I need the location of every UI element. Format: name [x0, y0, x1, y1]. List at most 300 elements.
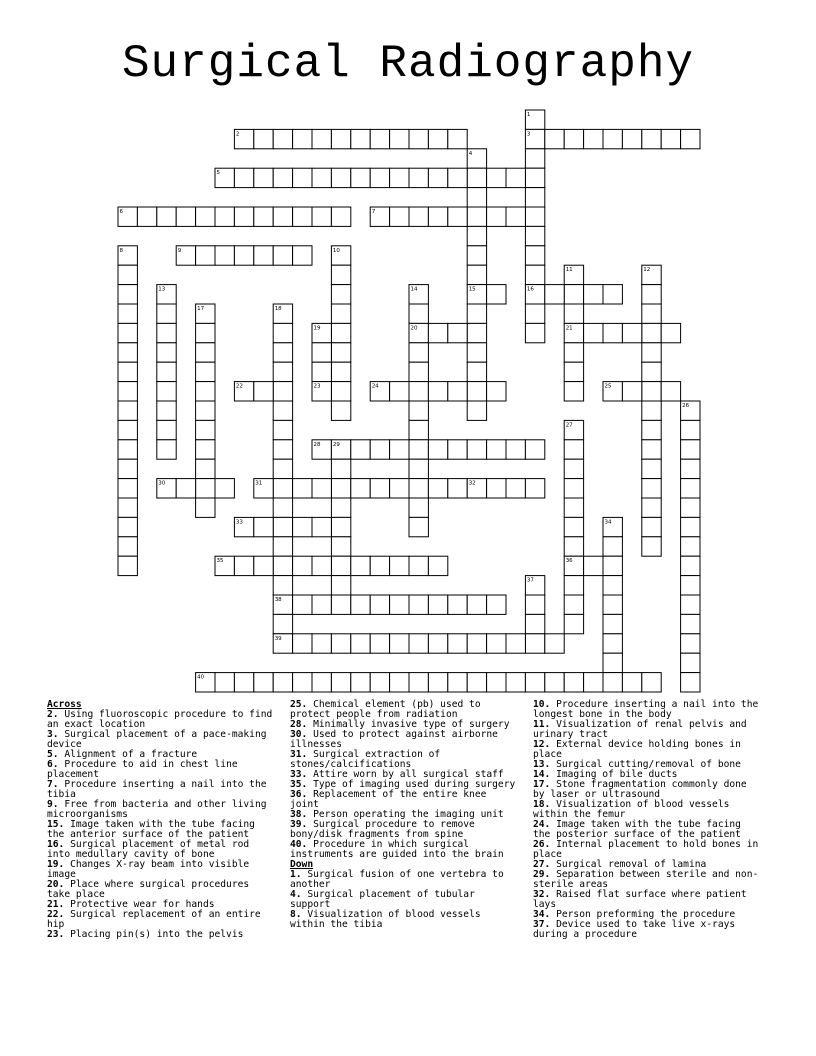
grid-cell[interactable]: [409, 420, 428, 439]
grid-cell[interactable]: [312, 207, 331, 226]
grid-cell[interactable]: [525, 304, 544, 323]
grid-cell[interactable]: [196, 323, 215, 342]
grid-cell[interactable]: [254, 673, 273, 692]
grid-cell[interactable]: [312, 673, 331, 692]
grid-cell[interactable]: [370, 207, 389, 226]
grid-cell[interactable]: [312, 168, 331, 187]
grid-cell[interactable]: [254, 207, 273, 226]
grid-cell[interactable]: [273, 673, 292, 692]
grid-cell[interactable]: [467, 168, 486, 187]
grid-cell[interactable]: [448, 207, 467, 226]
grid-cell[interactable]: [273, 362, 292, 381]
grid-cell[interactable]: [273, 246, 292, 265]
grid-cell[interactable]: [487, 673, 506, 692]
grid-cell[interactable]: [642, 304, 661, 323]
grid-cell[interactable]: [448, 595, 467, 614]
grid-cell[interactable]: [118, 362, 137, 381]
grid-cell[interactable]: [196, 673, 215, 692]
grid-cell[interactable]: [273, 382, 292, 401]
grid-cell[interactable]: [661, 129, 680, 148]
grid-cell[interactable]: [661, 323, 680, 342]
grid-cell[interactable]: [137, 207, 156, 226]
grid-cell[interactable]: [467, 285, 486, 304]
grid-cell[interactable]: [273, 168, 292, 187]
grid-cell[interactable]: [390, 634, 409, 653]
grid-cell[interactable]: [293, 168, 312, 187]
grid-cell[interactable]: [603, 556, 622, 575]
grid-cell[interactable]: [196, 304, 215, 323]
grid-cell[interactable]: [351, 440, 370, 459]
grid-cell[interactable]: [370, 673, 389, 692]
grid-cell[interactable]: [487, 595, 506, 614]
grid-cell[interactable]: [234, 207, 253, 226]
grid-cell[interactable]: [487, 168, 506, 187]
grid-cell[interactable]: [564, 459, 583, 478]
grid-cell[interactable]: [273, 304, 292, 323]
grid-cell[interactable]: [409, 343, 428, 362]
grid-cell[interactable]: [642, 479, 661, 498]
grid-cell[interactable]: [196, 498, 215, 517]
grid-cell[interactable]: [157, 382, 176, 401]
grid-cell[interactable]: [467, 479, 486, 498]
grid-cell[interactable]: [118, 459, 137, 478]
grid-cell[interactable]: [603, 537, 622, 556]
grid-cell[interactable]: [545, 634, 564, 653]
grid-cell[interactable]: [622, 323, 641, 342]
grid-cell[interactable]: [293, 129, 312, 148]
grid-cell[interactable]: [467, 401, 486, 420]
grid-cell[interactable]: [409, 498, 428, 517]
grid-cell[interactable]: [525, 614, 544, 633]
grid-cell[interactable]: [234, 556, 253, 575]
grid-cell[interactable]: [331, 440, 350, 459]
grid-cell[interactable]: [603, 382, 622, 401]
grid-cell[interactable]: [157, 362, 176, 381]
grid-cell[interactable]: [118, 246, 137, 265]
grid-cell[interactable]: [525, 323, 544, 342]
grid-cell[interactable]: [293, 246, 312, 265]
grid-cell[interactable]: [351, 479, 370, 498]
grid-cell[interactable]: [564, 614, 583, 633]
grid-cell[interactable]: [603, 653, 622, 672]
grid-cell[interactable]: [409, 440, 428, 459]
grid-cell[interactable]: [176, 246, 195, 265]
grid-cell[interactable]: [196, 382, 215, 401]
grid-cell[interactable]: [293, 673, 312, 692]
grid-cell[interactable]: [409, 285, 428, 304]
grid-cell[interactable]: [215, 556, 234, 575]
grid-cell[interactable]: [506, 168, 525, 187]
grid-cell[interactable]: [448, 323, 467, 342]
grid-cell[interactable]: [331, 304, 350, 323]
grid-cell[interactable]: [506, 207, 525, 226]
grid-cell[interactable]: [525, 285, 544, 304]
grid-cell[interactable]: [390, 129, 409, 148]
grid-cell[interactable]: [525, 246, 544, 265]
grid-cell[interactable]: [525, 129, 544, 148]
grid-cell[interactable]: [157, 479, 176, 498]
grid-cell[interactable]: [409, 401, 428, 420]
grid-cell[interactable]: [428, 382, 447, 401]
grid-cell[interactable]: [157, 207, 176, 226]
grid-cell[interactable]: [293, 517, 312, 536]
grid-cell[interactable]: [564, 498, 583, 517]
grid-cell[interactable]: [118, 207, 137, 226]
grid-cell[interactable]: [428, 323, 447, 342]
grid-cell[interactable]: [525, 440, 544, 459]
grid-cell[interactable]: [312, 362, 331, 381]
grid-cell[interactable]: [118, 265, 137, 284]
grid-cell[interactable]: [564, 440, 583, 459]
grid-cell[interactable]: [254, 382, 273, 401]
grid-cell[interactable]: [603, 129, 622, 148]
grid-cell[interactable]: [390, 673, 409, 692]
grid-cell[interactable]: [467, 323, 486, 342]
grid-cell[interactable]: [603, 323, 622, 342]
grid-cell[interactable]: [370, 129, 389, 148]
grid-cell[interactable]: [409, 168, 428, 187]
grid-cell[interactable]: [351, 168, 370, 187]
grid-cell[interactable]: [642, 129, 661, 148]
grid-cell[interactable]: [254, 168, 273, 187]
grid-cell[interactable]: [622, 673, 641, 692]
grid-cell[interactable]: [390, 479, 409, 498]
grid-cell[interactable]: [331, 537, 350, 556]
grid-cell[interactable]: [681, 420, 700, 439]
grid-cell[interactable]: [525, 576, 544, 595]
grid-cell[interactable]: [312, 323, 331, 342]
grid-cell[interactable]: [409, 634, 428, 653]
grid-cell[interactable]: [448, 129, 467, 148]
grid-cell[interactable]: [196, 440, 215, 459]
grid-cell[interactable]: [603, 634, 622, 653]
grid-cell[interactable]: [467, 634, 486, 653]
grid-cell[interactable]: [642, 323, 661, 342]
grid-cell[interactable]: [642, 382, 661, 401]
grid-cell[interactable]: [467, 226, 486, 245]
grid-cell[interactable]: [331, 285, 350, 304]
grid-cell[interactable]: [545, 673, 564, 692]
grid-cell[interactable]: [642, 362, 661, 381]
grid-cell[interactable]: [467, 246, 486, 265]
grid-cell[interactable]: [448, 168, 467, 187]
grid-cell[interactable]: [642, 537, 661, 556]
grid-cell[interactable]: [506, 440, 525, 459]
grid-cell[interactable]: [351, 556, 370, 575]
grid-cell[interactable]: [681, 653, 700, 672]
grid-cell[interactable]: [428, 634, 447, 653]
grid-cell[interactable]: [681, 479, 700, 498]
grid-cell[interactable]: [312, 634, 331, 653]
grid-cell[interactable]: [525, 673, 544, 692]
grid-cell[interactable]: [370, 440, 389, 459]
grid-cell[interactable]: [409, 595, 428, 614]
grid-cell[interactable]: [273, 614, 292, 633]
grid-cell[interactable]: [293, 556, 312, 575]
grid-cell[interactable]: [603, 576, 622, 595]
grid-cell[interactable]: [390, 595, 409, 614]
grid-cell[interactable]: [351, 634, 370, 653]
grid-cell[interactable]: [681, 517, 700, 536]
grid-cell[interactable]: [331, 323, 350, 342]
grid-cell[interactable]: [118, 498, 137, 517]
grid-cell[interactable]: [351, 595, 370, 614]
grid-cell[interactable]: [118, 323, 137, 342]
grid-cell[interactable]: [487, 479, 506, 498]
grid-cell[interactable]: [409, 459, 428, 478]
grid-cell[interactable]: [409, 323, 428, 342]
grid-cell[interactable]: [234, 129, 253, 148]
grid-cell[interactable]: [331, 556, 350, 575]
grid-cell[interactable]: [564, 595, 583, 614]
grid-cell[interactable]: [564, 285, 583, 304]
grid-cell[interactable]: [487, 634, 506, 653]
grid-cell[interactable]: [331, 129, 350, 148]
grid-cell[interactable]: [390, 382, 409, 401]
grid-cell[interactable]: [681, 614, 700, 633]
grid-cell[interactable]: [157, 420, 176, 439]
grid-cell[interactable]: [642, 401, 661, 420]
grid-cell[interactable]: [603, 285, 622, 304]
grid-cell[interactable]: [331, 207, 350, 226]
grid-cell[interactable]: [273, 207, 292, 226]
grid-cell[interactable]: [196, 479, 215, 498]
grid-cell[interactable]: [118, 343, 137, 362]
grid-cell[interactable]: [428, 168, 447, 187]
grid-cell[interactable]: [564, 673, 583, 692]
grid-cell[interactable]: [564, 537, 583, 556]
grid-cell[interactable]: [331, 168, 350, 187]
grid-cell[interactable]: [331, 634, 350, 653]
grid-cell[interactable]: [584, 323, 603, 342]
grid-cell[interactable]: [525, 188, 544, 207]
grid-cell[interactable]: [681, 401, 700, 420]
grid-cell[interactable]: [312, 479, 331, 498]
grid-cell[interactable]: [409, 129, 428, 148]
grid-cell[interactable]: [390, 168, 409, 187]
grid-cell[interactable]: [525, 168, 544, 187]
grid-cell[interactable]: [118, 382, 137, 401]
grid-cell[interactable]: [273, 401, 292, 420]
grid-cell[interactable]: [506, 634, 525, 653]
grid-cell[interactable]: [157, 304, 176, 323]
grid-cell[interactable]: [428, 556, 447, 575]
grid-cell[interactable]: [351, 129, 370, 148]
grid-cell[interactable]: [312, 595, 331, 614]
grid-cell[interactable]: [428, 440, 447, 459]
grid-cell[interactable]: [273, 343, 292, 362]
grid-cell[interactable]: [273, 595, 292, 614]
grid-cell[interactable]: [118, 420, 137, 439]
grid-cell[interactable]: [681, 634, 700, 653]
grid-cell[interactable]: [157, 401, 176, 420]
grid-cell[interactable]: [196, 207, 215, 226]
grid-cell[interactable]: [467, 304, 486, 323]
grid-cell[interactable]: [564, 556, 583, 575]
grid-cell[interactable]: [273, 498, 292, 517]
grid-cell[interactable]: [428, 129, 447, 148]
grid-cell[interactable]: [215, 673, 234, 692]
grid-cell[interactable]: [642, 673, 661, 692]
grid-cell[interactable]: [234, 246, 253, 265]
grid-cell[interactable]: [525, 110, 544, 129]
grid-cell[interactable]: [370, 479, 389, 498]
grid-cell[interactable]: [196, 459, 215, 478]
grid-cell[interactable]: [351, 673, 370, 692]
grid-cell[interactable]: [118, 517, 137, 536]
grid-cell[interactable]: [196, 246, 215, 265]
grid-cell[interactable]: [331, 673, 350, 692]
grid-cell[interactable]: [118, 479, 137, 498]
grid-cell[interactable]: [564, 304, 583, 323]
grid-cell[interactable]: [273, 420, 292, 439]
grid-cell[interactable]: [564, 323, 583, 342]
grid-cell[interactable]: [545, 285, 564, 304]
grid-cell[interactable]: [681, 498, 700, 517]
grid-cell[interactable]: [584, 129, 603, 148]
grid-cell[interactable]: [273, 440, 292, 459]
grid-cell[interactable]: [215, 168, 234, 187]
grid-cell[interactable]: [487, 382, 506, 401]
grid-cell[interactable]: [273, 479, 292, 498]
grid-cell[interactable]: [157, 343, 176, 362]
grid-cell[interactable]: [331, 401, 350, 420]
grid-cell[interactable]: [293, 479, 312, 498]
grid-cell[interactable]: [448, 382, 467, 401]
grid-cell[interactable]: [584, 556, 603, 575]
grid-cell[interactable]: [273, 323, 292, 342]
grid-cell[interactable]: [254, 129, 273, 148]
grid-cell[interactable]: [642, 265, 661, 284]
grid-cell[interactable]: [176, 479, 195, 498]
grid-cell[interactable]: [467, 149, 486, 168]
grid-cell[interactable]: [584, 673, 603, 692]
grid-cell[interactable]: [525, 634, 544, 653]
grid-cell[interactable]: [312, 440, 331, 459]
grid-cell[interactable]: [312, 382, 331, 401]
grid-cell[interactable]: [681, 440, 700, 459]
grid-cell[interactable]: [525, 479, 544, 498]
grid-cell[interactable]: [118, 401, 137, 420]
grid-cell[interactable]: [564, 479, 583, 498]
grid-cell[interactable]: [409, 362, 428, 381]
grid-cell[interactable]: [506, 673, 525, 692]
grid-cell[interactable]: [409, 382, 428, 401]
grid-cell[interactable]: [525, 207, 544, 226]
grid-cell[interactable]: [215, 207, 234, 226]
grid-cell[interactable]: [118, 285, 137, 304]
grid-cell[interactable]: [331, 246, 350, 265]
grid-cell[interactable]: [487, 207, 506, 226]
grid-cell[interactable]: [331, 576, 350, 595]
grid-cell[interactable]: [409, 304, 428, 323]
grid-cell[interactable]: [273, 129, 292, 148]
grid-cell[interactable]: [467, 343, 486, 362]
grid-cell[interactable]: [293, 595, 312, 614]
grid-cell[interactable]: [234, 382, 253, 401]
grid-cell[interactable]: [390, 440, 409, 459]
grid-cell[interactable]: [157, 323, 176, 342]
grid-cell[interactable]: [642, 517, 661, 536]
grid-cell[interactable]: [564, 382, 583, 401]
grid-cell[interactable]: [642, 343, 661, 362]
grid-cell[interactable]: [118, 556, 137, 575]
grid-cell[interactable]: [409, 673, 428, 692]
grid-cell[interactable]: [681, 129, 700, 148]
grid-cell[interactable]: [293, 207, 312, 226]
grid-cell[interactable]: [642, 498, 661, 517]
grid-cell[interactable]: [293, 634, 312, 653]
grid-cell[interactable]: [603, 595, 622, 614]
grid-cell[interactable]: [312, 129, 331, 148]
grid-cell[interactable]: [642, 440, 661, 459]
grid-cell[interactable]: [564, 265, 583, 284]
grid-cell[interactable]: [409, 207, 428, 226]
grid-cell[interactable]: [525, 149, 544, 168]
grid-cell[interactable]: [525, 595, 544, 614]
grid-cell[interactable]: [467, 440, 486, 459]
grid-cell[interactable]: [234, 673, 253, 692]
grid-cell[interactable]: [331, 382, 350, 401]
grid-cell[interactable]: [428, 479, 447, 498]
grid-cell[interactable]: [467, 595, 486, 614]
grid-cell[interactable]: [642, 420, 661, 439]
grid-cell[interactable]: [428, 207, 447, 226]
grid-cell[interactable]: [370, 634, 389, 653]
grid-cell[interactable]: [254, 517, 273, 536]
grid-cell[interactable]: [196, 420, 215, 439]
grid-cell[interactable]: [428, 673, 447, 692]
grid-cell[interactable]: [234, 517, 253, 536]
grid-cell[interactable]: [196, 362, 215, 381]
grid-cell[interactable]: [157, 440, 176, 459]
grid-cell[interactable]: [487, 285, 506, 304]
grid-cell[interactable]: [331, 265, 350, 284]
grid-cell[interactable]: [448, 479, 467, 498]
grid-cell[interactable]: [273, 517, 292, 536]
grid-cell[interactable]: [254, 246, 273, 265]
grid-cell[interactable]: [681, 556, 700, 575]
grid-cell[interactable]: [564, 517, 583, 536]
grid-cell[interactable]: [681, 673, 700, 692]
grid-cell[interactable]: [254, 556, 273, 575]
grid-cell[interactable]: [176, 207, 195, 226]
grid-cell[interactable]: [603, 517, 622, 536]
grid-cell[interactable]: [681, 576, 700, 595]
grid-cell[interactable]: [331, 479, 350, 498]
grid-cell[interactable]: [467, 673, 486, 692]
grid-cell[interactable]: [448, 634, 467, 653]
grid-cell[interactable]: [448, 673, 467, 692]
grid-cell[interactable]: [273, 537, 292, 556]
grid-cell[interactable]: [622, 382, 641, 401]
grid-cell[interactable]: [234, 168, 253, 187]
grid-cell[interactable]: [254, 479, 273, 498]
grid-cell[interactable]: [564, 343, 583, 362]
grid-cell[interactable]: [273, 459, 292, 478]
grid-cell[interactable]: [390, 556, 409, 575]
grid-cell[interactable]: [661, 382, 680, 401]
grid-cell[interactable]: [215, 246, 234, 265]
grid-cell[interactable]: [312, 517, 331, 536]
grid-cell[interactable]: [525, 265, 544, 284]
grid-cell[interactable]: [448, 440, 467, 459]
grid-cell[interactable]: [603, 673, 622, 692]
grid-cell[interactable]: [331, 362, 350, 381]
grid-cell[interactable]: [428, 595, 447, 614]
grid-cell[interactable]: [564, 576, 583, 595]
grid-cell[interactable]: [118, 440, 137, 459]
